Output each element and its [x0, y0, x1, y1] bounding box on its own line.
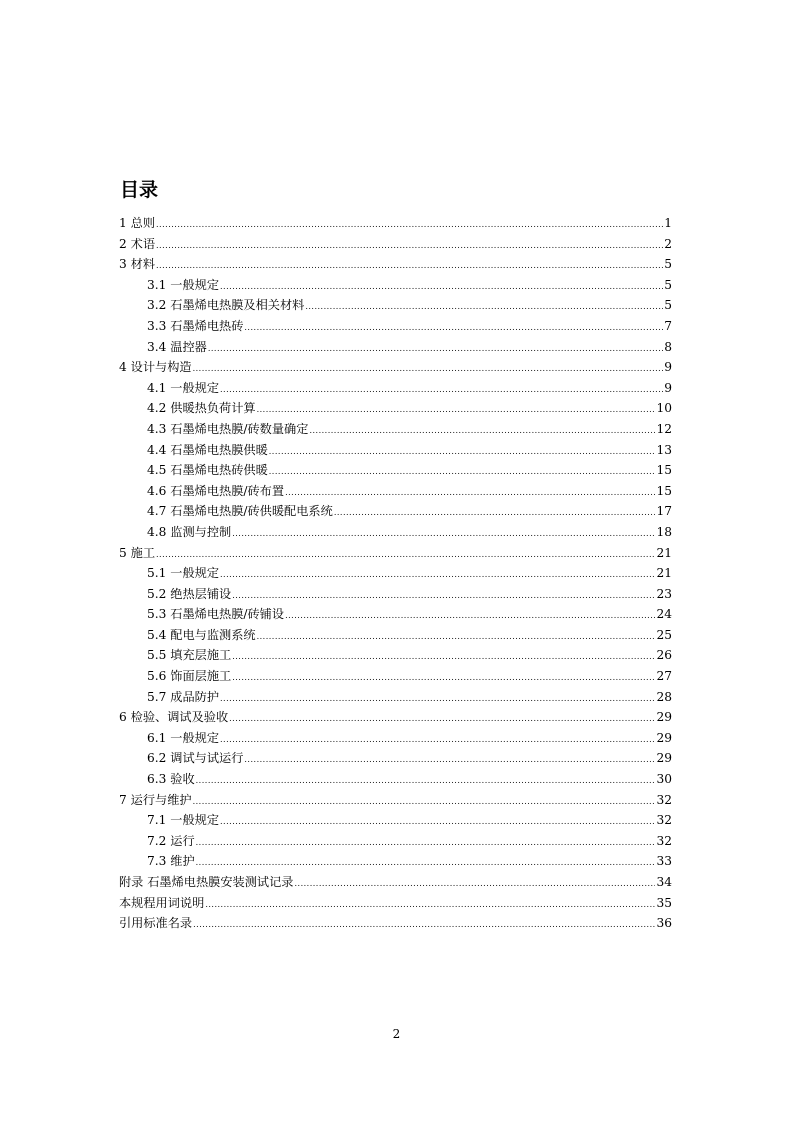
toc-entry[interactable] — [119, 316, 672, 337]
toc-leader-dots — [205, 895, 655, 916]
toc-leader-dots — [257, 627, 656, 648]
toc-leader-dots — [220, 689, 655, 710]
toc-entry-label: 6 检验、调试及验收 — [119, 710, 229, 725]
toc-leader-dots — [232, 586, 655, 607]
toc-entry[interactable] — [119, 563, 672, 584]
toc-entry[interactable] — [119, 625, 672, 646]
toc-entry[interactable] — [119, 810, 672, 831]
toc-entry-label: 2 术语 — [119, 236, 156, 251]
toc-entry-label: 3.4 温控器 — [147, 339, 207, 354]
toc-entry-label: 4.4 石墨烯电热膜供暖 — [147, 442, 268, 457]
toc-entry-page: 36 — [656, 916, 672, 931]
toc-entry[interactable] — [119, 913, 672, 934]
toc-leader-dots — [232, 668, 655, 689]
toc-leader-dots — [220, 812, 655, 833]
toc-leader-dots — [285, 606, 655, 627]
toc-entry-label: 7.1 一般规定 — [147, 813, 220, 828]
toc-entry-label: 4.6 石墨烯电热膜/砖布置 — [147, 483, 285, 498]
toc-entry-label: 5.3 石墨烯电热膜/砖铺设 — [147, 607, 285, 622]
toc-entry-page: 5 — [664, 298, 672, 313]
toc-entry-page: 29 — [656, 751, 672, 766]
toc-entry-page: 25 — [656, 627, 672, 642]
toc-entry-label: 4 设计与构造 — [119, 360, 192, 375]
toc-entry[interactable] — [119, 275, 672, 296]
toc-entry-label: 1 总则 — [119, 216, 156, 230]
toc-entry-page: 29 — [656, 710, 672, 725]
toc-entry-label: 5.6 饰面层施工 — [147, 669, 232, 684]
toc-entry-page: 15 — [656, 483, 672, 498]
toc-leader-dots — [269, 442, 656, 463]
toc-leader-dots — [208, 339, 663, 360]
toc-entry-page: 9 — [664, 380, 672, 395]
toc-entry[interactable] — [119, 254, 672, 275]
page-title: 目录 — [120, 179, 159, 201]
toc-leader-dots — [220, 380, 663, 401]
toc-leader-dots — [334, 503, 656, 524]
toc-entry-page: 15 — [656, 463, 672, 478]
toc-leader-dots — [295, 874, 656, 895]
toc-leader-dots — [196, 833, 656, 854]
toc-leader-dots — [244, 318, 663, 339]
toc-entry-label: 5.7 成品防护 — [147, 689, 220, 704]
toc-leader-dots — [309, 421, 655, 442]
toc-entry-page: 2 — [664, 236, 672, 251]
toc-leader-dots — [156, 236, 663, 257]
toc-leader-dots — [196, 853, 656, 874]
toc-entry[interactable] — [119, 398, 672, 419]
toc-entry[interactable] — [119, 337, 672, 358]
toc-entry-label: 7.2 运行 — [147, 833, 195, 848]
toc-entry[interactable] — [119, 687, 672, 708]
toc-leader-dots — [220, 277, 663, 298]
toc-entry[interactable] — [119, 481, 672, 502]
toc-leader-dots — [156, 256, 663, 277]
toc-entry-label: 7.3 维护 — [147, 854, 195, 869]
toc-leader-dots — [232, 647, 655, 668]
toc-entry-page: 26 — [656, 648, 672, 663]
toc-leader-dots — [193, 359, 664, 380]
toc-leader-dots — [244, 750, 655, 771]
toc-entry-page: 32 — [656, 833, 672, 848]
toc-entry-label: 4.3 石墨烯电热膜/砖数量确定 — [147, 421, 309, 436]
toc-entry-label: 6.3 验收 — [147, 772, 195, 787]
toc-entry-page: 5 — [664, 257, 672, 272]
toc-entry-page: 32 — [656, 792, 672, 807]
toc-entry-page: 28 — [656, 689, 672, 704]
toc-leader-dots — [220, 730, 655, 751]
toc-entry-label: 7 运行与维护 — [119, 792, 192, 807]
toc-entry[interactable] — [119, 522, 672, 543]
toc-entry-page: 9 — [664, 360, 672, 375]
toc-entry[interactable] — [119, 419, 672, 440]
toc-entry-label: 4.8 监测与控制 — [147, 524, 232, 539]
toc-entry-label: 附录 石墨烯电热膜安装测试记录 — [119, 875, 294, 889]
toc-entry-label: 本规程用词说明 — [119, 895, 205, 910]
toc-entry-page: 34 — [656, 875, 672, 889]
toc-leader-dots — [156, 215, 663, 236]
toc-entry-page: 35 — [656, 895, 672, 910]
toc-entry-page: 21 — [656, 545, 672, 560]
toc-leader-dots — [196, 771, 656, 792]
toc-leader-dots — [257, 400, 656, 421]
toc-leader-dots — [229, 709, 655, 730]
toc-entry-label: 3.1 一般规定 — [147, 277, 220, 292]
toc-entry-label: 4.2 供暖热负荷计算 — [147, 401, 256, 416]
toc-entry-label: 引用标准名录 — [119, 916, 193, 931]
toc-entry[interactable] — [119, 440, 672, 461]
toc-entry[interactable] — [119, 543, 672, 564]
toc-leader-dots — [220, 565, 655, 586]
toc-entry[interactable] — [119, 728, 672, 749]
toc-entry-label: 5.5 填充层施工 — [147, 648, 232, 663]
toc-entry[interactable] — [119, 213, 672, 234]
toc-entry-page: 21 — [656, 566, 672, 581]
toc-entry-page: 30 — [656, 772, 672, 787]
toc-entry[interactable] — [119, 851, 672, 872]
toc-entry-page: 18 — [656, 524, 672, 539]
toc-entry[interactable] — [119, 357, 672, 378]
toc-entry-page: 17 — [656, 504, 672, 519]
toc-entry-page: 1 — [664, 216, 672, 230]
toc-entry-page: 13 — [656, 442, 672, 457]
toc-entry-page: 24 — [656, 607, 672, 622]
toc-entry[interactable] — [119, 666, 672, 687]
toc-entry-label: 5 施工 — [119, 545, 156, 560]
toc-entry[interactable] — [119, 604, 672, 625]
toc-entry-label: 6.2 调试与试运行 — [147, 751, 244, 766]
toc-entry[interactable] — [119, 460, 672, 481]
toc-leader-dots — [193, 792, 656, 813]
toc-entry[interactable] — [119, 707, 672, 728]
page-number: 2 — [392, 1027, 401, 1041]
toc-leader-dots — [232, 524, 655, 545]
toc-entry[interactable] — [119, 501, 672, 522]
toc-entry-page: 7 — [664, 318, 672, 333]
toc-entry[interactable] — [119, 748, 672, 769]
table-of-contents — [119, 213, 672, 934]
toc-leader-dots — [285, 483, 655, 504]
toc-entry-page: 12 — [656, 421, 672, 436]
toc-entry[interactable] — [119, 378, 672, 399]
toc-entry-label: 4.5 石墨烯电热砖供暖 — [147, 463, 268, 478]
toc-entry-label: 4.7 石墨烯电热膜/砖供暖配电系统 — [147, 504, 333, 519]
toc-entry-label: 5.1 一般规定 — [147, 566, 220, 581]
toc-entry-label: 3.3 石墨烯电热砖 — [147, 318, 244, 333]
toc-entry-label: 3 材料 — [119, 257, 156, 272]
toc-entry[interactable] — [119, 234, 672, 255]
toc-entry[interactable] — [119, 769, 672, 790]
toc-entry[interactable] — [119, 831, 672, 852]
toc-leader-dots — [305, 297, 663, 318]
toc-entry-page: 33 — [656, 854, 672, 869]
toc-entry[interactable] — [119, 295, 672, 316]
toc-entry[interactable] — [119, 584, 672, 605]
toc-entry[interactable] — [119, 872, 672, 893]
toc-entry-page: 32 — [656, 813, 672, 828]
toc-entry-label: 6.1 一般规定 — [147, 730, 220, 745]
toc-entry-page: 10 — [656, 401, 672, 416]
toc-leader-dots — [269, 462, 656, 483]
toc-entry-label: 5.4 配电与监测系统 — [147, 627, 256, 642]
toc-entry-page: 27 — [656, 669, 672, 684]
toc-entry-label: 3.2 石墨烯电热膜及相关材料 — [147, 298, 305, 313]
toc-leader-dots — [193, 915, 655, 936]
toc-entry-label: 4.1 一般规定 — [147, 380, 220, 395]
toc-entry-page: 29 — [656, 730, 672, 745]
toc-entry-label: 5.2 绝热层铺设 — [147, 586, 232, 601]
toc-entry-page: 23 — [656, 586, 672, 601]
toc-entry[interactable] — [119, 893, 672, 914]
toc-entry[interactable] — [119, 790, 672, 811]
toc-entry[interactable] — [119, 645, 672, 666]
toc-entry-page: 5 — [664, 277, 672, 292]
toc-entry-page: 8 — [664, 339, 672, 354]
toc-leader-dots — [156, 545, 655, 566]
